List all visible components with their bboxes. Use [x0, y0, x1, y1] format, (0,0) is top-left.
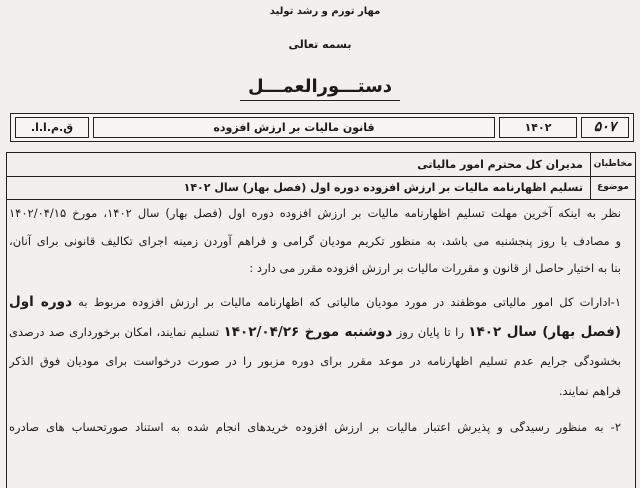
item-1-season-bold: (فصل بهار) سال ۱۴۰۲ — [468, 324, 621, 340]
slogan-text: مهار تورم و رشد تولید — [269, 6, 381, 17]
paragraph-line: و مصادف با روز پنجشنبه می باشد، به منظور تکریم مودیان گرامی و فراهم آوردن زمینه اجرای تکالیف قانونی برای آنان، — [9, 234, 621, 248]
addressee-row — [7, 153, 635, 177]
item-1-period-bold: دوره اول — [9, 294, 72, 310]
item-1-text: ۱-ادارات کل امور مالیاتی موظفند در مورد مودیان مالیاتی که اظهارنامه مالیات بر ارزش افزوده مربوط به — [78, 295, 621, 309]
year-cell: ۱۴۰۲ — [499, 117, 577, 138]
subject-row — [7, 176, 635, 199]
item-1-deadline-bold: دوشنبه مورخ ۱۴۰۲/۰۴/۲۶ — [223, 324, 393, 340]
item-1-line — [9, 324, 621, 340]
document-title: دستـــورالعمـــل — [247, 76, 393, 97]
paragraph-line: نظر به اینکه آخرین مهلت تسلیم اظهارنامه مالیات بر ارزش افزوده دوره اول (فصل بهار) سال ۱۴۰۲، مورخ ۱۴۰۲/۰۴/۱۵ — [9, 206, 621, 220]
document-number-cell: ۵۰۷ — [581, 117, 629, 138]
item-1-text: تسلیم نمایند، امکان برخورداری صد درصدی — [9, 325, 220, 339]
bismillah-heading: بسمه تعالی — [288, 38, 352, 51]
subject-label: موضوع — [590, 176, 635, 199]
item-2-line: ۲- به منظور رسیدگی و پذیرش اعتبار مالیات بر ارزش افزوده خریدهای انجام شده به استناد صورتحساب های صادره — [9, 420, 621, 434]
paragraph-line: بنا به اختیار حاصل از قانون و مقررات مالیات بر ارزش افزوده مقرر می دارد : — [249, 261, 621, 275]
addressee-subject-table — [6, 152, 636, 200]
subject-value: تسلیم اظهارنامه مالیات بر ارزش افزوده دوره اول (فصل بهار) سال ۱۴۰۲ — [183, 181, 583, 194]
law-subject-cell: قانون مالیات بر ارزش افزوده — [93, 117, 495, 138]
document-header-table — [10, 113, 634, 142]
item-1-line: فراهم نمایند. — [558, 384, 621, 398]
addressee-label: مخاطبان — [590, 153, 635, 176]
title-underline — [240, 100, 400, 101]
item-1-line: بخشودگی جرایم عدم تسلیم اظهارنامه در موعد مقرر برای دوره مزبور را در صورت درخواست برای مودیان فوق الذکر — [9, 354, 621, 368]
document-body — [6, 198, 636, 488]
item-1-text: را تا پایان روز — [396, 325, 464, 339]
law-code-cell: ق.م.ا.ا. — [15, 117, 89, 138]
item-1-line — [9, 294, 621, 310]
addressee-value: مدیران کل محترم امور مالیاتی — [417, 158, 583, 171]
